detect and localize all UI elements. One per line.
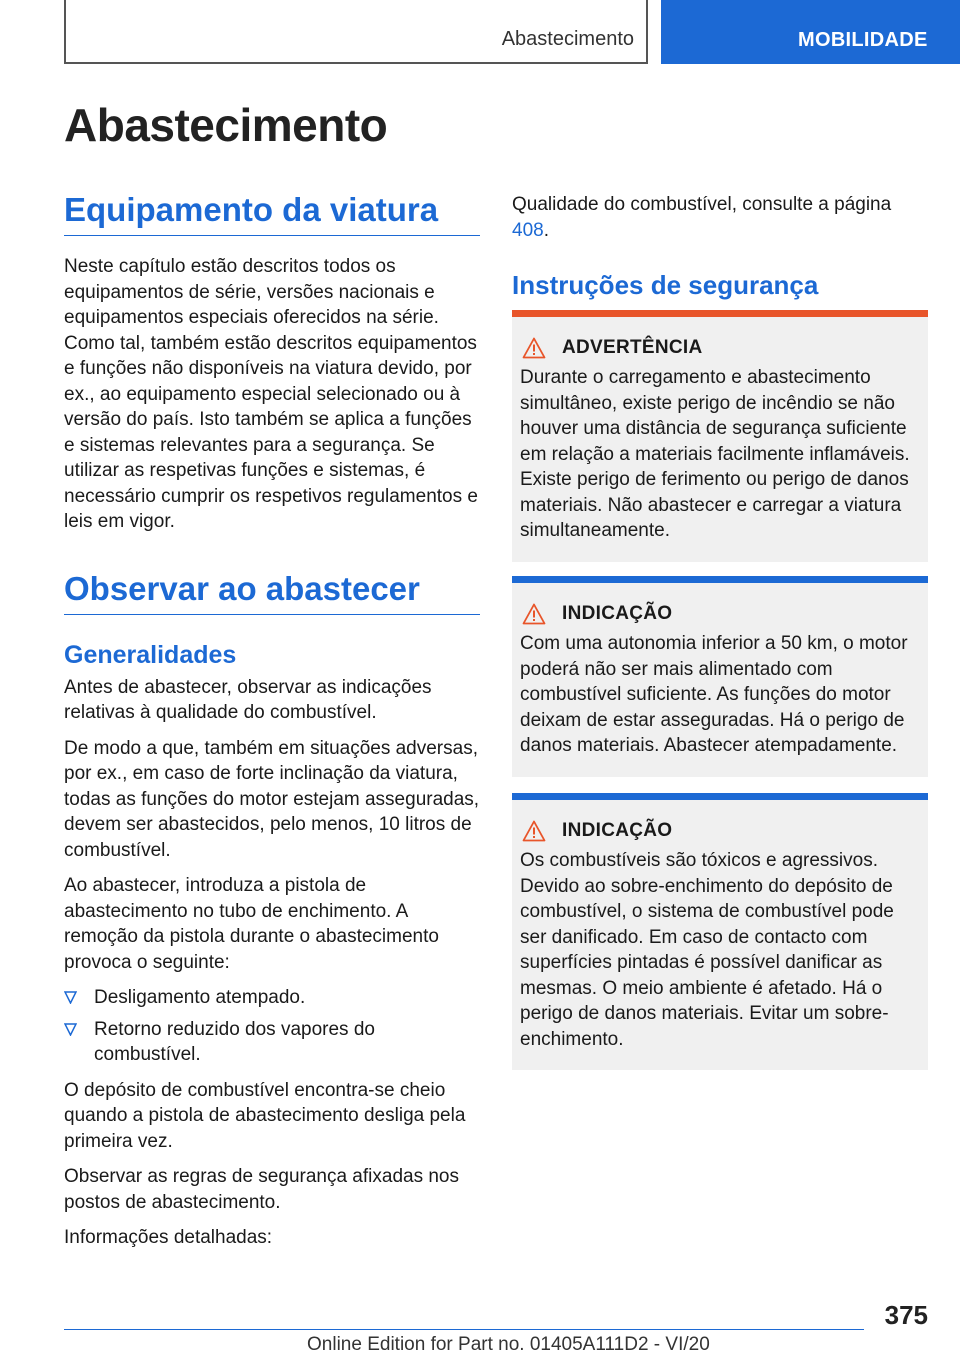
notice-box bbox=[512, 576, 928, 777]
observe-paragraph-3: Ao abastecer, introduza a pistola de abastecimento no tubo de enchimento. A remoção da pistola durante o abastecimento provoca o seguinte: bbox=[64, 875, 439, 973]
list-item bbox=[64, 1017, 480, 1068]
safety-heading: Instruções de segurança bbox=[512, 270, 819, 300]
header-section-box bbox=[64, 0, 648, 64]
page-link[interactable]: 408 bbox=[512, 219, 544, 241]
notice-bar bbox=[512, 576, 928, 583]
notice-title: INDICAÇÃO bbox=[562, 820, 673, 841]
header-chapter-label: MOBILIDADE bbox=[798, 29, 928, 51]
notice-box bbox=[512, 793, 928, 1070]
notice-text: Os combustíveis são tóxicos e agressivos. Devido ao sobre-enchimento do depósito de combustível, o sistema de combustível pode ser danificado. Em caso de contacto com superfícies pintadas é possível danificar as mesmas. O meio ambiente é afetado. Há o perigo de danos materiais. Evitar um sobre-enchimento. bbox=[520, 850, 894, 1050]
list-item bbox=[64, 985, 480, 1011]
warning-bar bbox=[512, 310, 928, 317]
warning-text: Durante o carregamento e abastecimento simultâneo, existe perigo de incêndio se não houver uma distância de segurança suficiente em relação a materiais facilmente inflamáveis. Existe perigo de ferimento ou perigo de danos materiais. Não abastecer e carregar a viatura simultaneamente. bbox=[520, 367, 910, 541]
after-paragraph-1: O depósito de combustível encontra-se cheio quando a pistola de abastecimento desliga pela primeira vez. bbox=[64, 1079, 466, 1152]
notice-text: Com uma autonomia inferior a 50 km, o motor poderá não ser mais alimentado com combustível suficiente. As funções do motor deixam de estar asseguradas. Há o perigo de danos materiais. Abastecer atempadamente. bbox=[520, 633, 908, 756]
equipment-heading: Equipamento da viatura bbox=[64, 190, 480, 236]
fuel-quality-reference: Qualidade do combustível, consulte a página 408. bbox=[512, 194, 892, 241]
triangle-bullet-icon bbox=[64, 1023, 77, 1036]
after-paragraph-3: Informações detalhadas: bbox=[64, 1227, 273, 1248]
equipment-paragraph: Neste capítulo estão descritos todos os equipamentos de série, versões nacionais e equipamentos especiais oferecidos na série. Como tal, também estão descritos equipamentos e funções não disponíveis na viatura devido, por ex., ao equipamento especial selecionado ou à versão do país. Isto também se aplica a funções e sistemas relevantes para a segurança. Se utilizar as respetivas funções e sistemas, é necessário cumprir os respetivos regulamentos e leis em vigor. bbox=[64, 256, 478, 532]
observe-paragraph-2: De modo a que, também em situações adversas, por ex., em caso de forte inclinação da viatura, todas as funções do motor estejam asseguradas, devem ser abastecidos, pelo menos, 10 litros de combustível. bbox=[64, 737, 480, 861]
header-chapter-tab[interactable] bbox=[661, 0, 960, 64]
observe-paragraph-1: Antes de abastecer, observar as indicações relativas à qualidade do combustível. bbox=[64, 676, 432, 723]
bullet-text: Desligamento atempado. bbox=[94, 987, 306, 1008]
footer-divider bbox=[64, 1329, 864, 1330]
after-paragraph-2: Observar as regras de segurança afixadas nos postos de abastecimento. bbox=[64, 1166, 459, 1213]
page-title: Abastecimento bbox=[64, 99, 388, 151]
warning-triangle-icon bbox=[522, 603, 546, 625]
notice-title: INDICAÇÃO bbox=[562, 603, 673, 624]
header-section-label: Abastecimento bbox=[501, 28, 634, 50]
right-column bbox=[512, 192, 928, 301]
warning-triangle-icon bbox=[522, 337, 546, 359]
footer-edition: Online Edition for Part no. 01405A111D2 - VI/20 bbox=[307, 1334, 710, 1355]
warning-title: ADVERTÊNCIA bbox=[562, 337, 703, 358]
generalities-subheading: Generalidades bbox=[64, 640, 237, 669]
triangle-bullet-icon bbox=[64, 991, 77, 1004]
observe-bullet-list bbox=[64, 985, 480, 1068]
warning-triangle-icon bbox=[522, 820, 546, 842]
left-column bbox=[64, 190, 480, 1251]
warning-box bbox=[512, 310, 928, 562]
notice-bar bbox=[512, 793, 928, 800]
observe-heading: Observar ao abastecer bbox=[64, 569, 480, 615]
page-number: 375 bbox=[884, 1300, 928, 1330]
bullet-text: Retorno reduzido dos vapores do combustível. bbox=[94, 1018, 375, 1065]
